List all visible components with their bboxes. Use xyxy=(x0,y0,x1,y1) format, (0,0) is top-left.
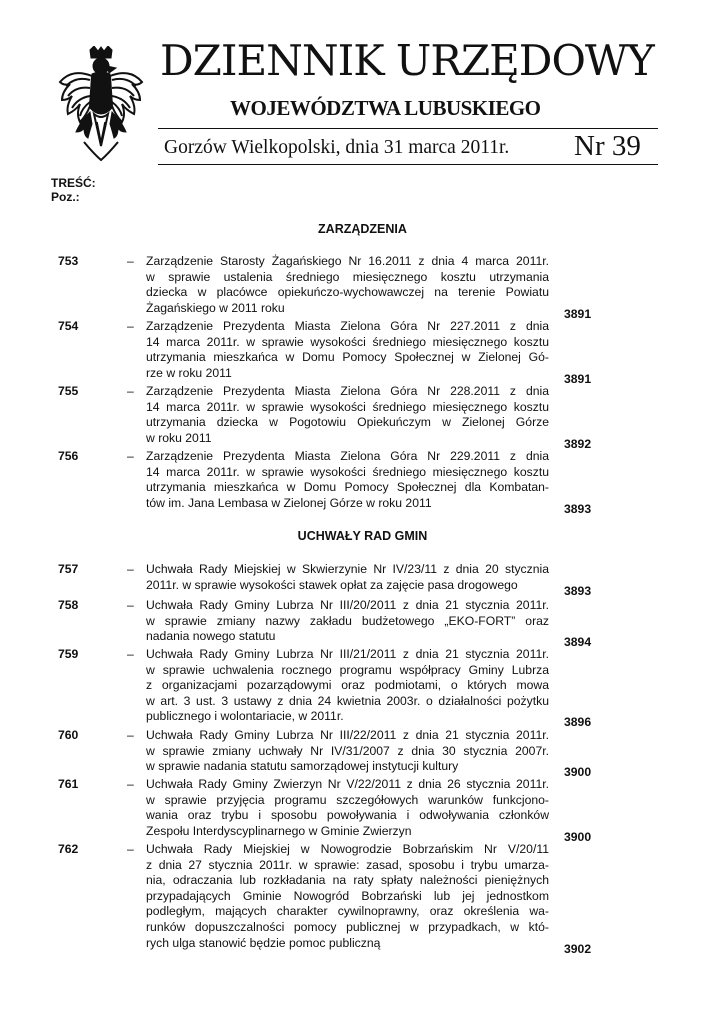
entry-description xyxy=(146,319,549,381)
entry-description-line: utrzymania mieszkańca w Domu Pomocy Społecznej w Zielonej Gó- xyxy=(146,350,549,365)
section-heading-zarzadzenia: ZARZĄDZENIA xyxy=(318,222,407,236)
entry-dash: – xyxy=(127,777,134,791)
entry-description xyxy=(146,449,549,511)
entry-description-line: z dnia 27 stycznia 2011r. w sprawie: zasad, sposobu i trybu umarza- xyxy=(146,857,549,872)
entry-description-line: Żagańskiego w 2011 roku xyxy=(146,300,285,315)
entry-description-line: w sprawie uchwalenia rocznego programu współpracy Gminy Lubrza xyxy=(146,662,549,677)
entry-description-line: wania oraz trybu i sposobu powoływania i odwoływania członków xyxy=(146,808,549,823)
masthead-rule-top xyxy=(158,128,658,129)
entry-page-number: 3891 xyxy=(564,371,592,386)
entry-description-line: utrzymania dziecka w Pogotowiu Opiekuńczym w Zielonej Górze xyxy=(146,415,549,430)
entry-page-number: 3893 xyxy=(564,583,592,598)
entry-page-number: 3902 xyxy=(564,941,592,956)
issue-number: Nr 39 xyxy=(574,130,641,162)
entry-position-number: 757 xyxy=(58,562,79,576)
entry-description-line: Zespołu Interdyscyplinarnego w Gminie Zwierzyn xyxy=(146,823,412,838)
entry-page-number: 3900 xyxy=(564,829,592,844)
entry-dash: – xyxy=(127,647,134,661)
entry-description-line: 2011r. w sprawie wysokości stawek opłat za zajęcie pasa drogowego xyxy=(146,577,518,592)
entry-description-line: z organizacjami pozarządowymi oraz podmiotami, o których mowa xyxy=(146,678,549,693)
entry-dash: – xyxy=(127,562,134,576)
entry-description-line: dziecka w placówce opiekuńczo-wychowawczej na terenie Powiatu xyxy=(146,285,549,300)
entry-description-line: 14 marca 2011r. w sprawie wysokości średniego miesięcznego kosztu xyxy=(146,399,549,414)
entry-description-line: Zarządzenie Prezydenta Miasta Zielona Góra Nr 227.2011 z dnia xyxy=(146,319,549,333)
entry-description xyxy=(146,728,549,775)
entry-description-line: Uchwała Rady Miejskiej w Nowogrodzie Bobrzańskim Nr V/20/11 xyxy=(146,842,549,856)
entry-position-number: 756 xyxy=(58,449,79,463)
entry-page-number: 3896 xyxy=(564,715,592,730)
position-column-label: Poz.: xyxy=(51,190,80,204)
polish-eagle-emblem xyxy=(54,46,148,164)
publication-subtitle: WOJEWÓDZTWA LUBUSKIEGO xyxy=(230,96,541,120)
entry-position-number: 759 xyxy=(58,647,79,661)
entry-description-line: w sprawie nadania statutu samorządowej instytucji kultury xyxy=(146,759,459,774)
entry-description-line: w art. 3 ust. 3 ustawy z dnia 24 kwietnia 2003r. o działalności pożytku xyxy=(146,693,549,708)
entry-description xyxy=(146,384,549,446)
entry-description xyxy=(146,842,549,951)
entry-description xyxy=(146,647,549,725)
entry-description-line: w sprawie zmiany uchwały Nr IV/31/2007 z dnia 30 stycznia 2007r. xyxy=(146,743,549,758)
entry-page-number: 3892 xyxy=(564,436,592,451)
entry-page-number: 3893 xyxy=(564,501,592,516)
masthead-rule-bottom xyxy=(158,164,658,165)
entry-description-line: Uchwała Rady Gminy Lubrza Nr III/22/2011 z dnia 21 stycznia 2011r. xyxy=(146,728,549,742)
entry-description-line: publicznego i wolontariacie, w 2011r. xyxy=(146,709,344,724)
entry-description-line: Uchwała Rady Miejskiej w Skwierzynie Nr IV/23/11 z dnia 20 stycznia xyxy=(146,562,549,576)
entry-description-line: Uchwała Rady Gminy Lubrza Nr III/21/2011 z dnia 21 stycznia 2011r. xyxy=(146,647,549,661)
entry-description-line: w roku 2011 xyxy=(146,430,212,445)
entry-description-line: podległym, mających charakter cywilnoprawny, oraz określenia wa- xyxy=(146,904,549,919)
entry-dash: – xyxy=(127,598,134,612)
entry-description xyxy=(146,562,549,593)
entry-description-line: nia, odraczania lub rozkładania na raty spłaty należności pieniężnych xyxy=(146,873,549,888)
entry-page-number: 3900 xyxy=(564,765,592,780)
entry-position-number: 762 xyxy=(58,842,79,856)
entry-description-line: Zarządzenie Starosty Żagańskiego Nr 16.2011 z dnia 4 marca 2011r. xyxy=(146,254,549,268)
entry-position-number: 753 xyxy=(58,254,79,268)
entry-description xyxy=(146,777,549,839)
entry-description-line: w sprawie zmiany nazwy zakładu budżetowego „EKO-FORT” oraz xyxy=(146,613,549,628)
entry-description-line: utrzymania mieszkańca w Domu Pomocy Społecznej dla Kombatan- xyxy=(146,480,549,495)
entry-description-line: rze w roku 2011 xyxy=(146,365,232,380)
entry-page-number: 3891 xyxy=(564,306,592,321)
entry-position-number: 758 xyxy=(58,598,79,612)
entry-dash: – xyxy=(127,728,134,742)
entry-description-line: tów im. Jana Lembasa w Zielonej Górze w roku 2011 xyxy=(146,495,432,510)
entry-dash: – xyxy=(127,319,134,333)
entry-page-number: 3894 xyxy=(564,635,592,650)
entry-description-line: Zarządzenie Prezydenta Miasta Zielona Góra Nr 228.2011 z dnia xyxy=(146,384,549,398)
section-heading-uchwaly: UCHWAŁY RAD GMIN xyxy=(297,529,428,543)
entry-description-line: w sprawie przyjęcia programu szczegółowych warunków funkcjono- xyxy=(146,792,549,807)
entry-description-line: Zarządzenie Prezydenta Miasta Zielona Góra Nr 229.2011 z dnia xyxy=(146,449,549,463)
entry-dash: – xyxy=(127,384,134,398)
entry-description-line: 14 marca 2011r. w sprawie wysokości średniego miesięcznego kosztu xyxy=(146,464,549,479)
entry-dash: – xyxy=(127,254,134,268)
entry-dash: – xyxy=(127,842,134,856)
entry-description-line: w sprawie ustalenia średniego miesięcznego kosztu utrzymania xyxy=(146,269,549,284)
entry-description-line: Uchwała Rady Gminy Zwierzyn Nr V/22/2011 z dnia 26 stycznia 2011r. xyxy=(146,777,549,791)
publication-title: DZIENNIK URZĘDOWY xyxy=(160,36,654,85)
issue-date-line: Gorzów Wielkopolski, dnia 31 marca 2011r. xyxy=(164,137,510,158)
entry-description-line: 14 marca 2011r. w sprawie wysokości średniego miesięcznego kosztu xyxy=(146,334,549,349)
toc-label: TREŚĆ: xyxy=(51,176,96,190)
entry-description-line: przypadających Gminie Nowogród Bobrzański lub jej jednostkom xyxy=(146,888,549,903)
entry-description-line: rych ulga stanowić będzie pomoc publiczną xyxy=(146,935,381,950)
entry-dash: – xyxy=(127,449,134,463)
entry-description xyxy=(146,598,549,645)
entry-description-line: nadania nowego statutu xyxy=(146,629,276,644)
entry-description-line: runków dopuszczalności pomocy publicznej w przypadkach, w któ- xyxy=(146,919,549,934)
entry-position-number: 761 xyxy=(58,777,79,791)
entry-position-number: 755 xyxy=(58,384,79,398)
entry-description xyxy=(146,254,549,316)
entry-description-line: Uchwała Rady Gminy Lubrza Nr III/20/2011 z dnia 21 stycznia 2011r. xyxy=(146,598,549,612)
entry-position-number: 754 xyxy=(58,319,79,333)
entry-position-number: 760 xyxy=(58,728,79,742)
